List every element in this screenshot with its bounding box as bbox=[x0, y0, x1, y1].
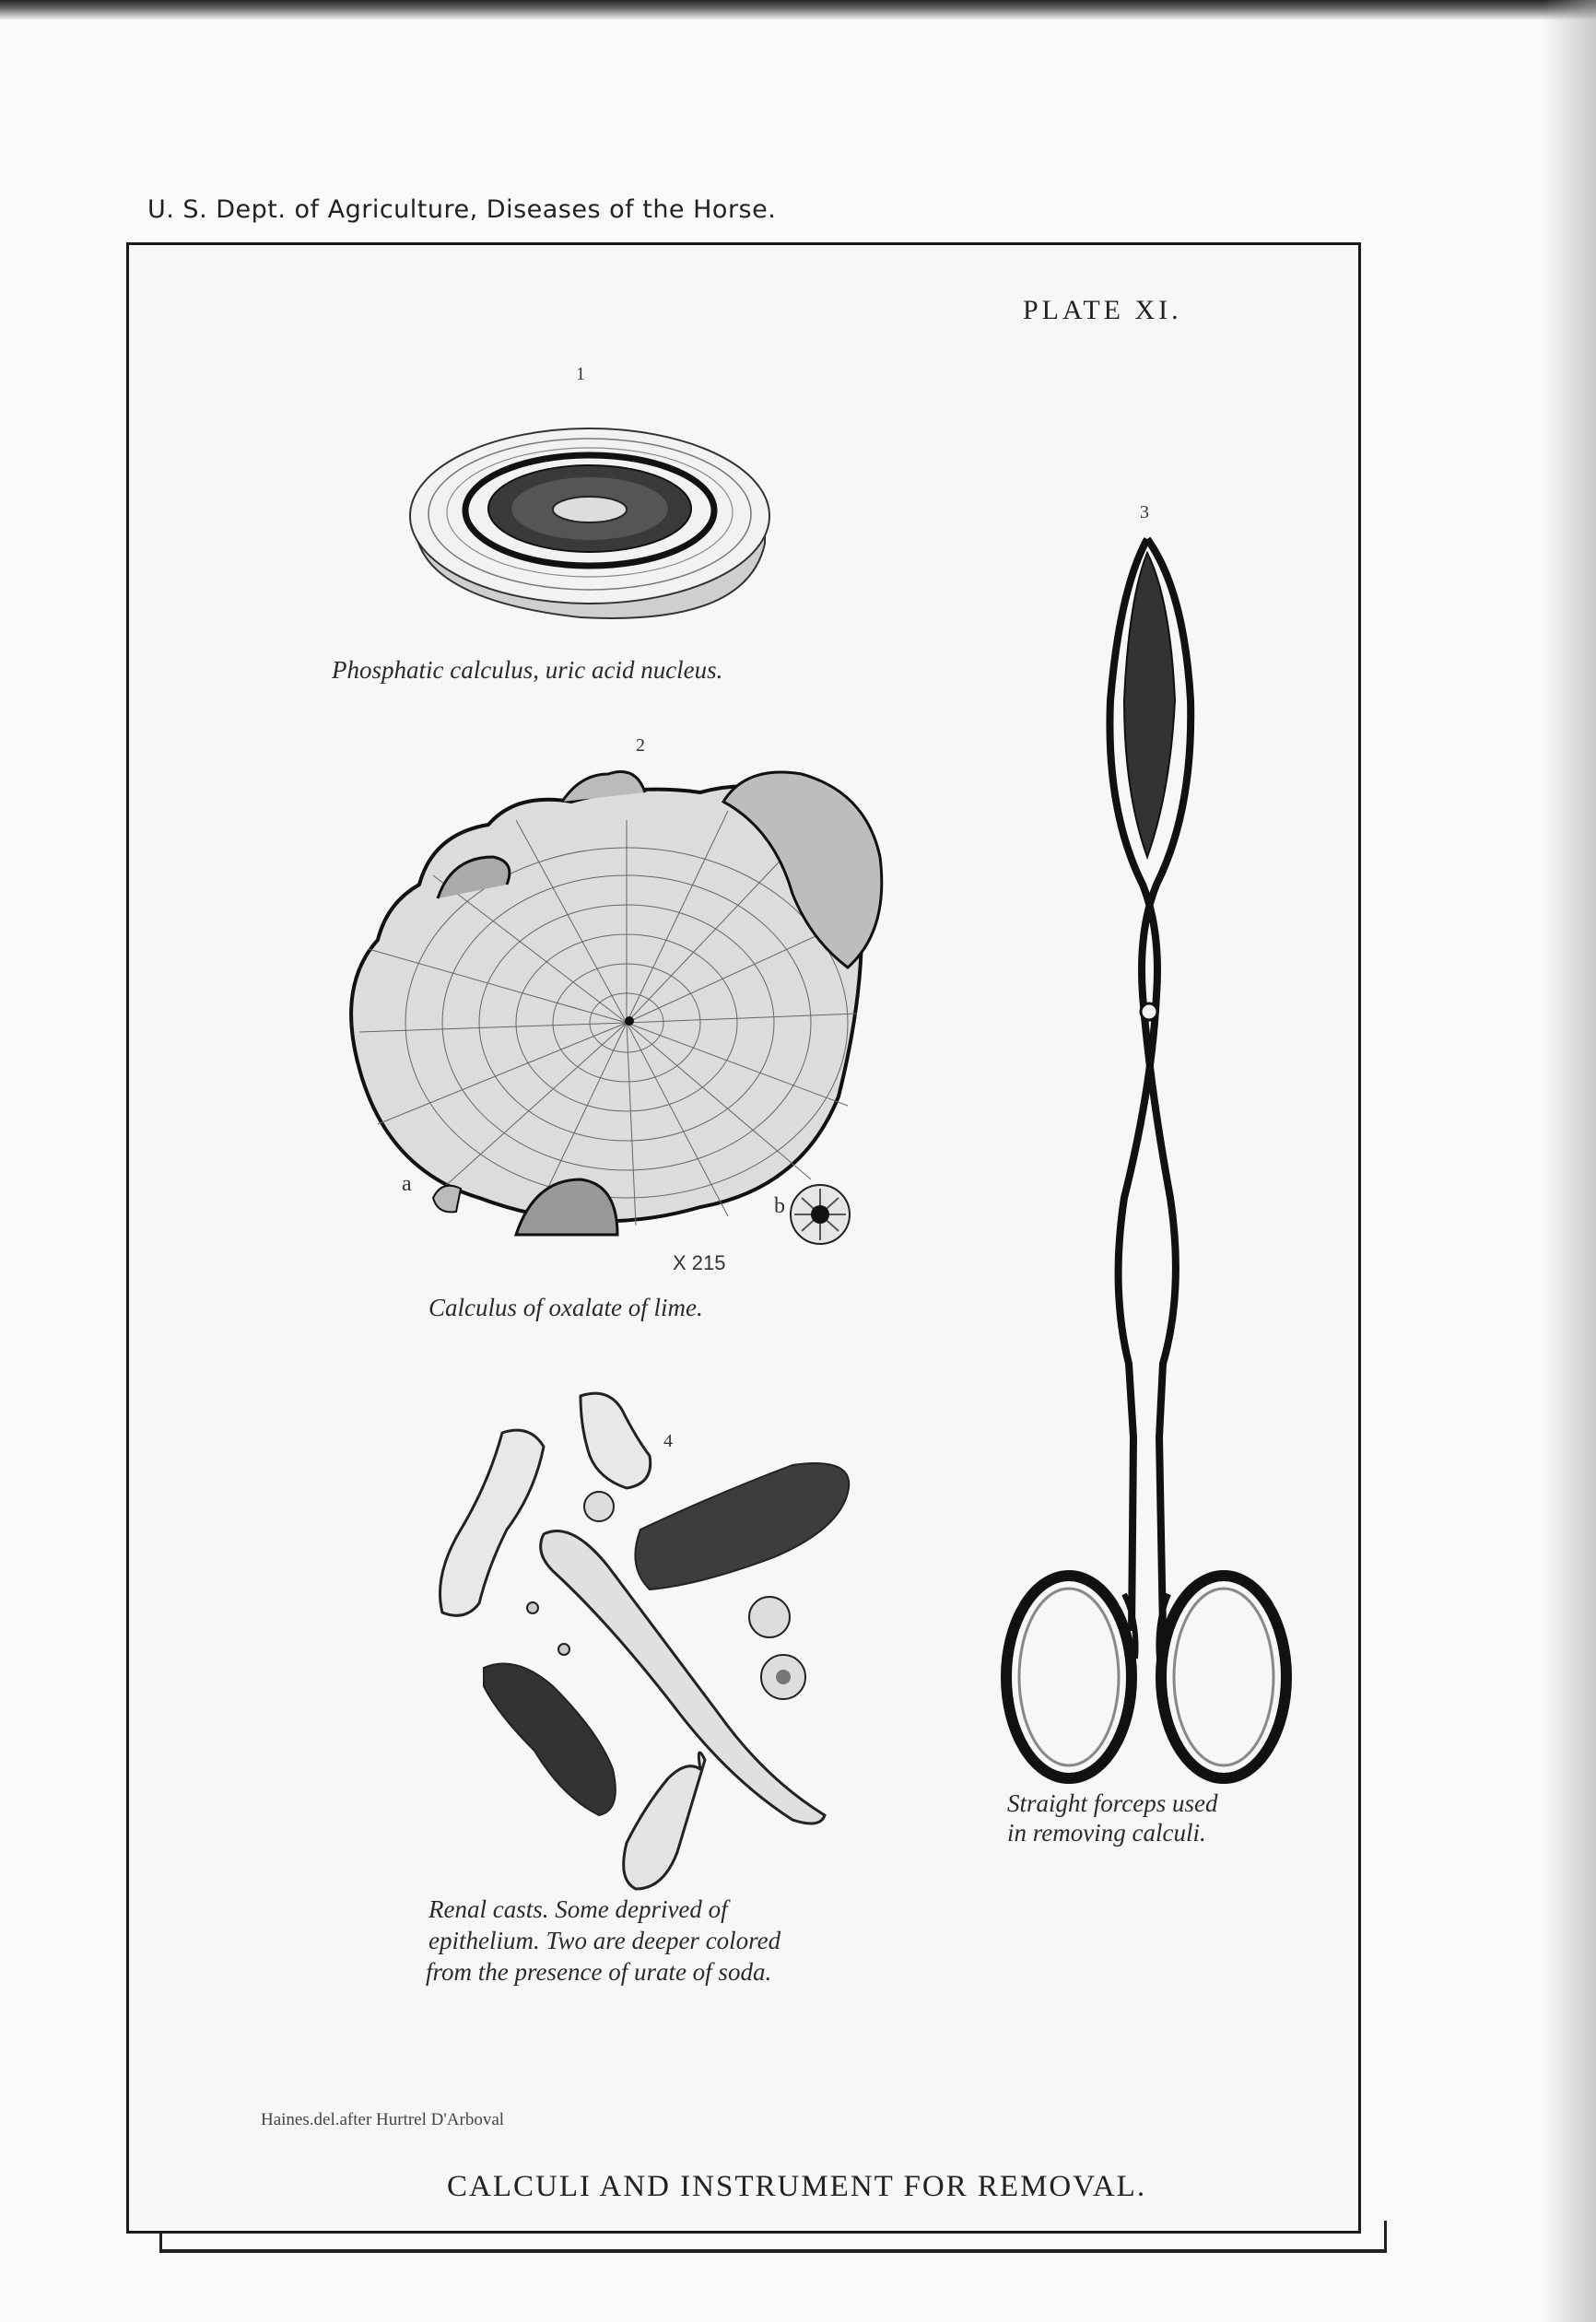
fig2-crystal-b bbox=[791, 1185, 850, 1244]
fig4-renal-casts-drawing bbox=[440, 1393, 850, 1889]
plate-title: CALCULI AND INSTRUMENT FOR REMOVAL. bbox=[447, 2170, 1147, 2203]
fig2-label-a: a bbox=[402, 1172, 412, 1196]
fig2-magnification: X 215 bbox=[673, 1251, 726, 1274]
fig4-number: 4 bbox=[663, 1431, 673, 1451]
fig2-label-b: b bbox=[774, 1194, 785, 1218]
fig2-caption: Calculus of oxalate of lime. bbox=[428, 1294, 703, 1321]
fig3-forceps-drawing bbox=[1006, 539, 1286, 1778]
plate-number: PLATE XI. bbox=[1023, 295, 1182, 325]
fig3-caption-line1: Straight forceps used bbox=[1007, 1789, 1218, 1817]
fig4-caption-line2: epithelium. Two are deeper colored bbox=[428, 1927, 781, 1954]
fig3-number: 3 bbox=[1140, 502, 1149, 522]
fig1-caption: Phosphatic calculus, uric acid nucleus. bbox=[332, 656, 723, 684]
illustrator-credit: Haines.del.after Hurtrel D'Arboval bbox=[261, 2110, 505, 2129]
fig3-caption-line2: in removing calculi. bbox=[1007, 1819, 1206, 1847]
fig4-caption-line1: Renal casts. Some deprived of bbox=[428, 1895, 728, 1923]
fig4-caption-line3: from the presence of urate of soda. bbox=[426, 1958, 772, 1986]
fig2-oxalate-calculus-drawing bbox=[351, 772, 882, 1245]
fig2-number: 2 bbox=[636, 735, 645, 756]
fig1-number: 1 bbox=[576, 364, 585, 384]
page-header: U. S. Dept. of Agriculture, Diseases of the Horse. bbox=[147, 195, 777, 224]
fig1-phosphatic-calculus-drawing bbox=[410, 428, 769, 618]
